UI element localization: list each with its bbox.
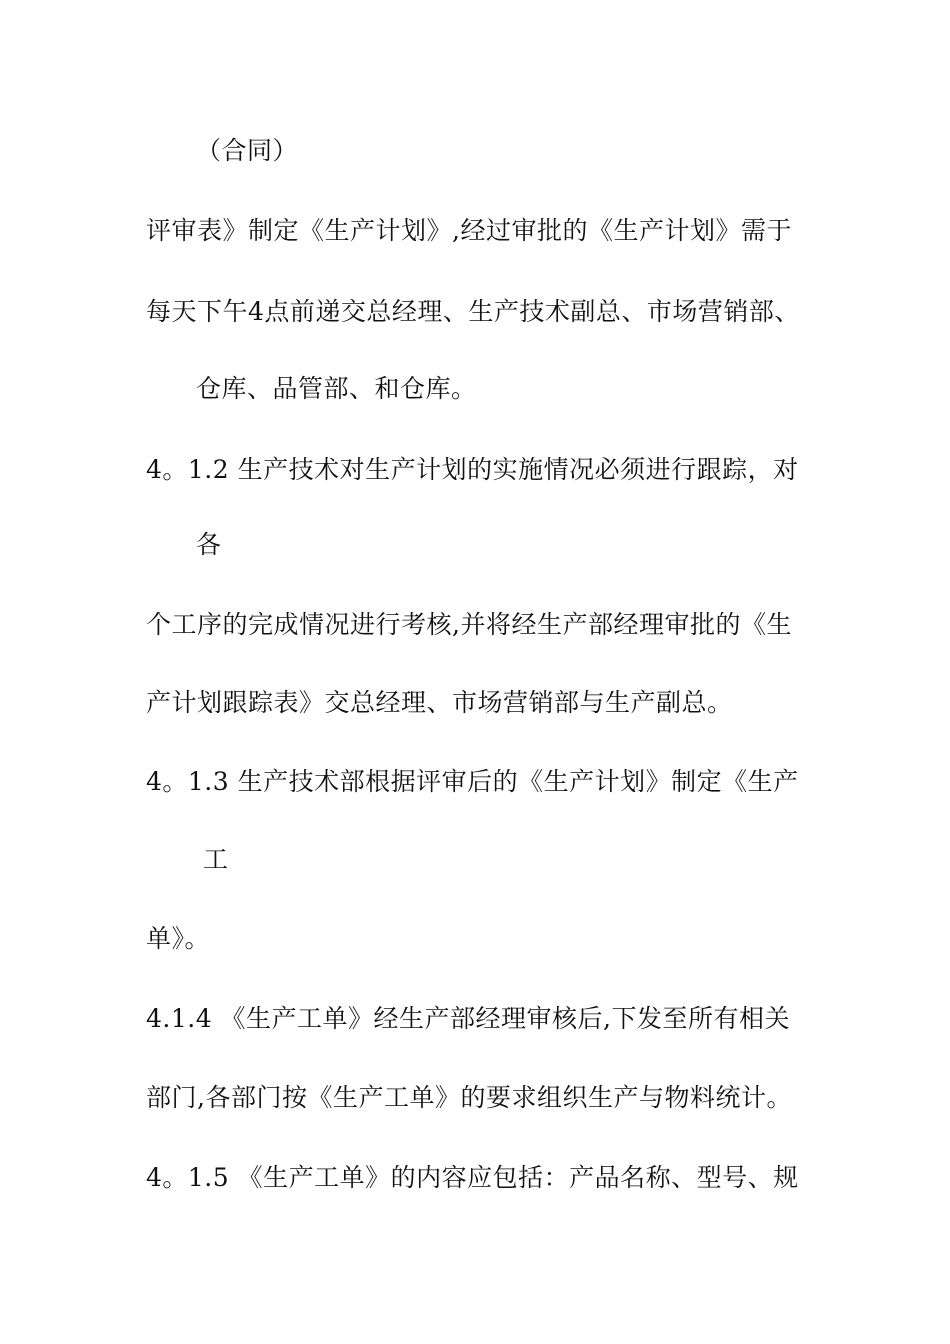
text-line: 每天下午4点前递交总经理、生产技术副总、市场营销部、 [146,297,800,326]
text-line: 各 [196,530,222,559]
text-line: 产计划跟踪表》交总经理、市场营销部与生产副总。 [146,688,733,717]
text-line: （合同） [196,136,299,165]
text-line: 工 [203,845,229,874]
text-line: 单》。 [146,924,211,953]
text-line: 仓库、品管部、和仓库。 [196,374,477,403]
text-line: 4。1.3 生产技术部根据评审后的《生产计划》制定《生产 [146,767,799,796]
text-line: 4.1.4 《生产工单》经生产部经理审核后,下发至所有相关 [146,1004,791,1033]
text-line: 评审表》制定《生产计划》,经过审批的《生产计划》需于 [146,216,792,245]
text-line: 部门,各部门按《生产工单》的要求组织生产与物料统计。 [146,1083,792,1112]
text-line: 4。1.2 生产技术对生产计划的实施情况必须进行跟踪，对 [146,455,799,484]
text-line: 个工序的完成情况进行考核,并将经生产部经理审批的《生 [146,610,792,639]
text-line: 4。1.5 《生产工单》的内容应包括：产品名称、型号、规 [146,1163,799,1192]
